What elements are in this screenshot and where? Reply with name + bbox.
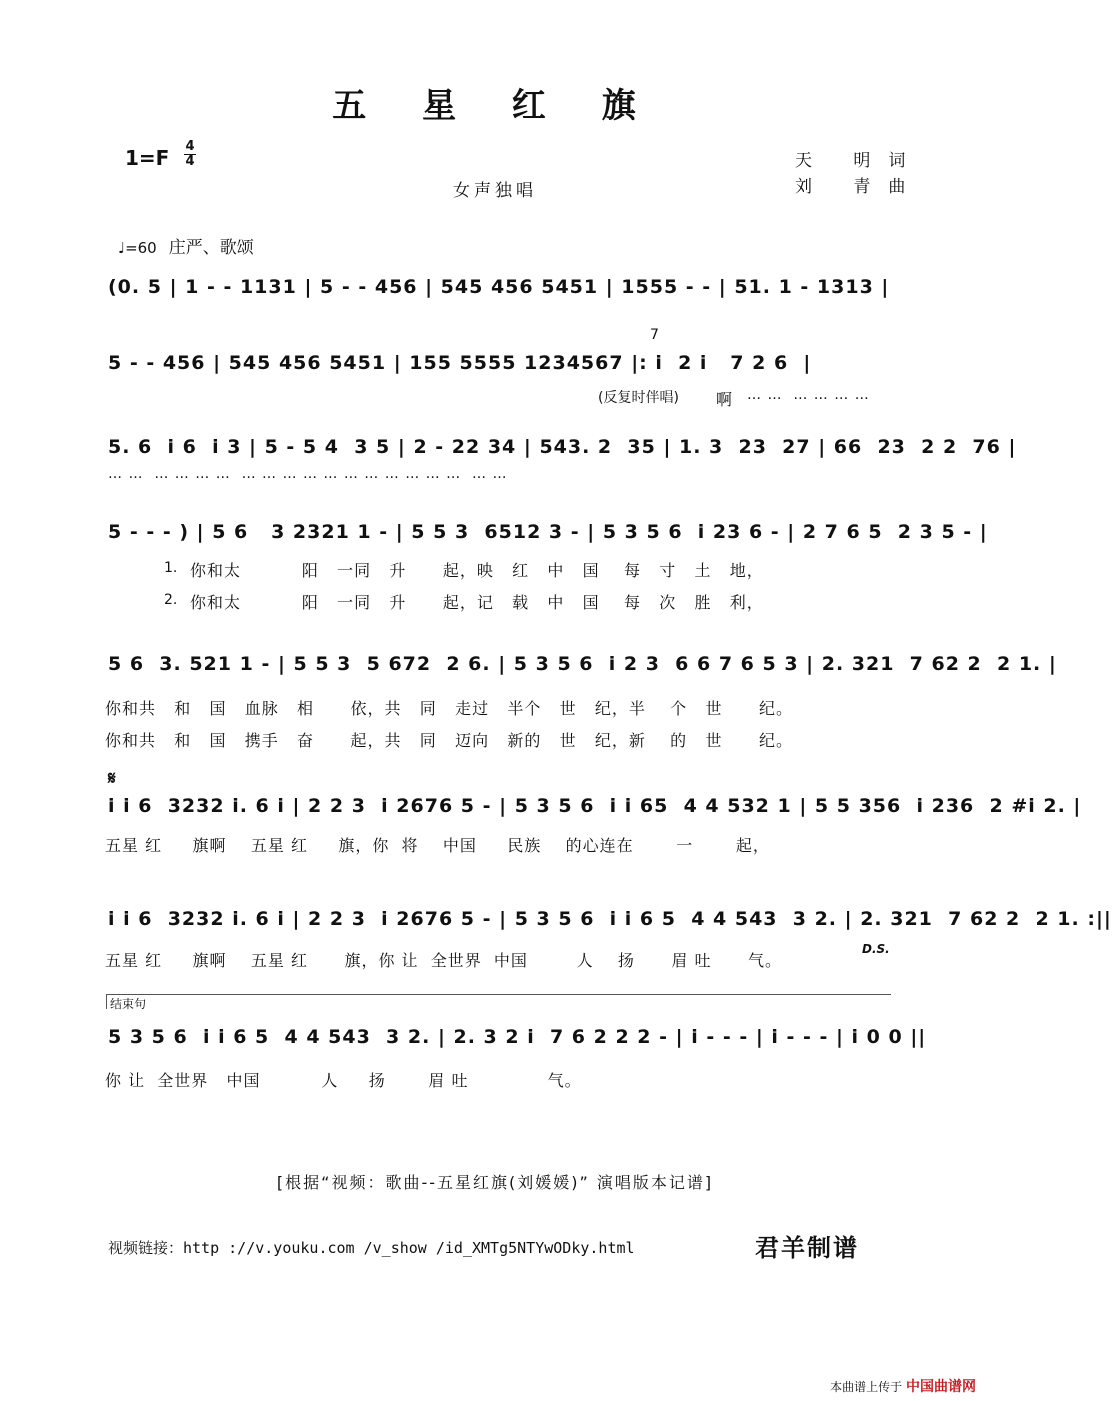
score-line-8: 5 3 5 6 i i 6 5 4 4 543 3 2. | 2. 3 2 i 7 6 2 2 2 - | i - - - | i - - - | i 0 0 || <box>108 1026 927 1048</box>
score-line-3: 5. 6 i 6 i 3 | 5 - 5 4 3 5 | 2 - 22 34 | 543. 2 35 | 1. 3 23 27 | 66 23 2 2 76 | <box>108 436 1017 458</box>
song-title: 五 星 红 旗 <box>332 86 658 126</box>
lyricist: 天 明词 <box>795 151 924 171</box>
verse1-lyric-line2: 你和共 和 国 血脉 相 依，共 同 走过 半个 世 纪，半 个 世 纪。 <box>105 699 793 718</box>
verse-2-number: 2. <box>164 592 178 608</box>
tempo-value: ♩=60 <box>118 239 157 257</box>
segno-sign: 𝄋 <box>108 768 116 789</box>
ending-label: 结束句 <box>110 997 147 1011</box>
transcriber-signature: 君羊制谱 <box>755 1233 859 1262</box>
site-logo[interactable]: 中国曲谱网 <box>906 1379 976 1395</box>
chorus-lyric-1: 五星 红 旗啊 五星 红 旗，你 将 中国 民族 的心连在 一 起， <box>105 836 770 855</box>
time-signature <box>184 140 196 169</box>
chorus-lyric-2: 五星 红 旗啊 五星 红 旗，你 让 全世界 中国 人 扬 眉 吐 气。 <box>105 951 783 970</box>
repeat-note: (反复时伴唱) <box>598 390 679 406</box>
ending-lyric: 你 让 全世界 中国 人 扬 眉 吐 气。 <box>105 1071 582 1090</box>
line3-dots: … … … … … … … … … … … … … … … … … … … <box>108 466 508 482</box>
score-line-6: i i 6 3232 i. 6 i | 2 2 3 i 2676 5 - | 5 3 5 6 i i 65 4 4 532 1 | 5 5 356 i 236 2 #i 2. | <box>108 795 1082 817</box>
video-link[interactable]: 视频链接：http ://v.youku.com /v_show /id_XMTg5NTYwODky.html <box>108 1239 635 1257</box>
ending-bracket <box>106 994 891 1009</box>
tempo-marking <box>118 233 254 258</box>
verse2-lyric-line2: 你和共 和 国 携手 奋 起，共 同 迈向 新的 世 纪，新 的 世 纪。 <box>105 731 793 750</box>
score-line-2: 5 - - 456 | 545 456 5451 | 155 5555 1234567 |: i 2 i 7 2 6 | <box>108 352 812 374</box>
score-line-7: i i 6 3232 i. 6 i | 2 2 3 i 2676 5 - | 5 3 5 6 i i 6 5 4 4 543 3 2. | 2. 321 7 62 2 2 1. :|| <box>108 908 1112 930</box>
key-signature: 1=F <box>125 146 170 170</box>
ah-dots: … … … … … … <box>747 387 870 403</box>
time-signature-top: 4 <box>185 139 195 154</box>
score-line-1: (0. 5 | 1 - - 1131 | 5 - - 456 | 545 456 5451 | 1555 - - | 51. 1 - 1313 | <box>108 276 890 298</box>
score-line-5: 5 6 3. 521 1 - | 5 5 3 5 672 2 6. | 5 3 5 6 i 2 3 6 6 7 6 5 3 | 2. 321 7 62 2 2 1. | <box>108 653 1057 675</box>
performance-type: 女声独唱 <box>453 181 537 201</box>
time-signature-bottom: 4 <box>185 154 195 169</box>
tempo-style: 庄严、歌颂 <box>168 238 254 258</box>
verse1-lyric-line1: 你和太 阳 一同 升 起，映 红 中 国 每 寸 土 地， <box>190 561 764 580</box>
source-note: [根据“视频：歌曲--五星红旗(刘媛媛)” 演唱版本记谱] <box>276 1173 714 1192</box>
composer: 刘 青曲 <box>795 177 924 197</box>
verse2-lyric-line1: 你和太 阳 一同 升 起，记 载 中 国 每 次 胜 利， <box>190 593 764 612</box>
verse-1-number: 1. <box>164 560 178 576</box>
ds-mark: D.S. <box>862 942 890 956</box>
score-line-4: 5 - - - ) | 5 6 3 2321 1 - | 5 5 3 6512 3 - | 5 3 5 6 i 23 6 - | 2 7 6 5 2 3 5 - | <box>108 521 988 543</box>
footer <box>830 1376 976 1396</box>
footer-text: 本曲谱上传于 <box>830 1380 903 1394</box>
tuplet-mark: 7 <box>650 327 659 343</box>
ah-lyric: 啊 <box>716 390 734 409</box>
